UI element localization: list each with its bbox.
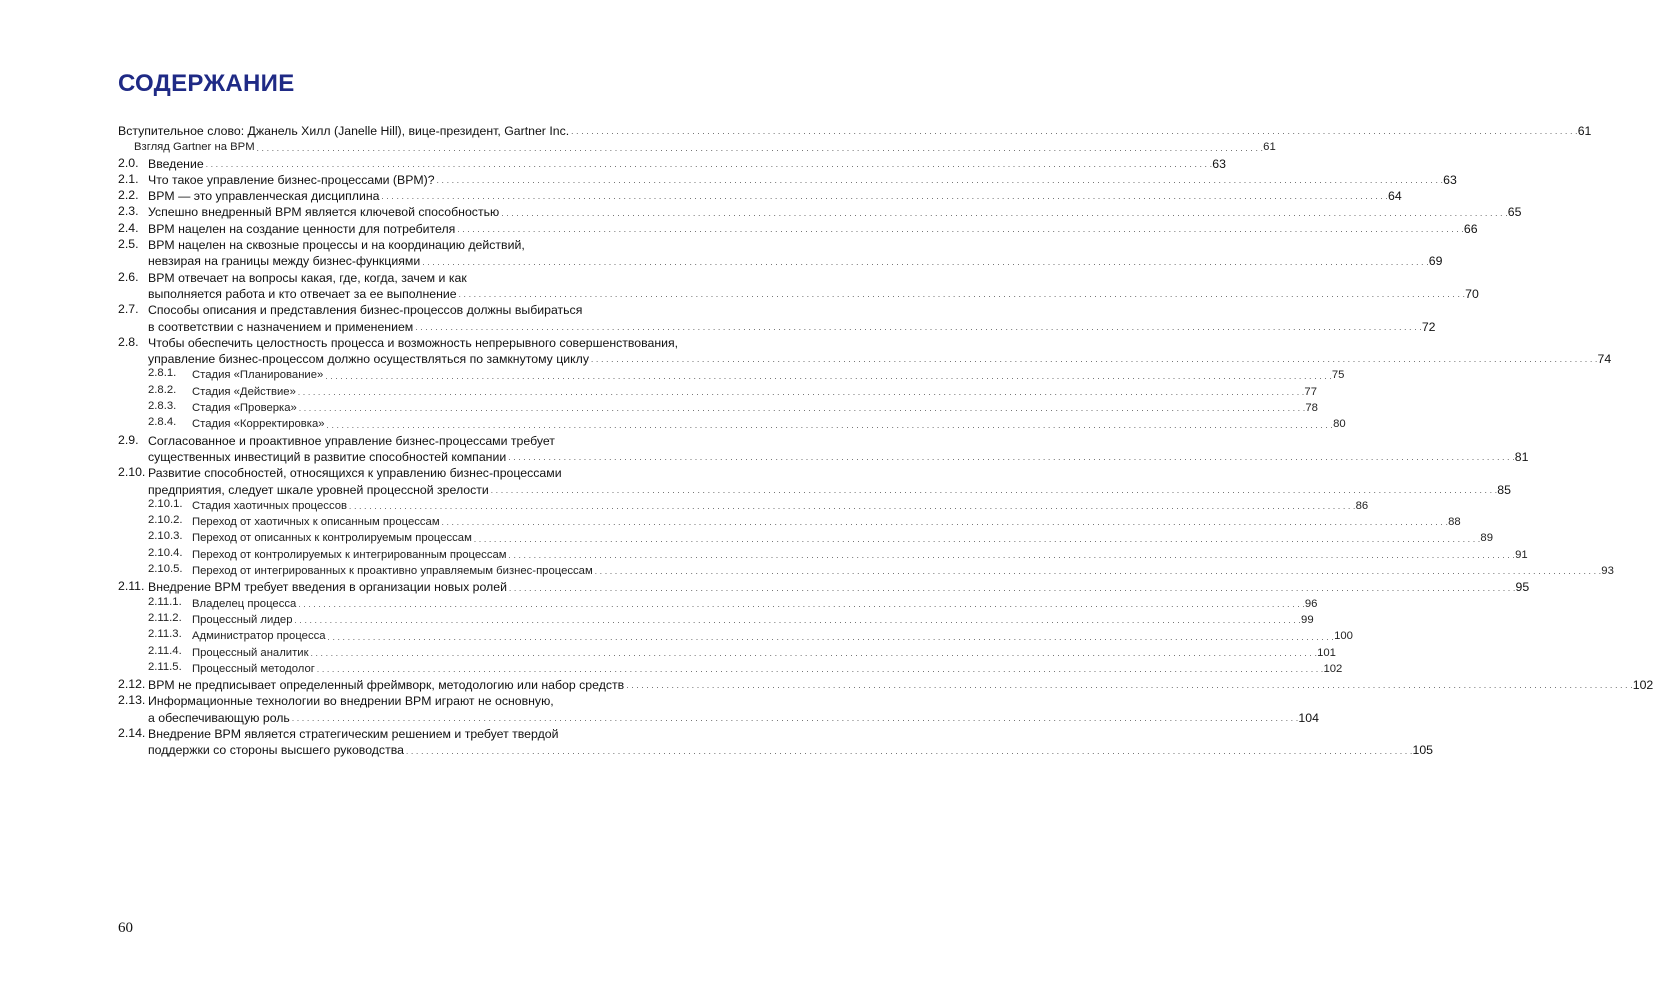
toc-entry[interactable] bbox=[118, 432, 1529, 466]
toc-entry-page: 100 bbox=[1334, 630, 1353, 643]
toc-entry-title: Стадия «Корректировка» bbox=[192, 418, 325, 431]
toc-entry-title: Переход от контролируемых к интегрированным процессам bbox=[192, 548, 507, 561]
toc-entry-page: 105 bbox=[1412, 743, 1434, 758]
page-number: 60 bbox=[118, 920, 133, 936]
toc-entry[interactable] bbox=[118, 497, 1369, 514]
toc-entry-title: Стадия «Планирование» bbox=[192, 369, 324, 382]
toc-entry-title: Процессный методолог bbox=[192, 662, 315, 675]
dot-leader: . . . . . . . . . . . . . . . . . . . . . . . . . . . . . . . . . . . . . . . . . . . . . . . . . . . . . . . . . . . . . . . . . . . . . . . . . . . . . . . . . . . . . . . . . . . . . . . . . . . . . . . . . . . . . . . . . . . . . . . . . . . . . . . . . . . . . . . . . . . . . . . . . . . . . . . . . . . . . . . . . . . . . . . . . . . . . . . . . . . . . . . . . . . . . . . . . . . . . . . . bbox=[436, 176, 1444, 186]
dot-leader: . . . . . . . . . . . . . . . . . . . . . . . . . . . . . . . . . . . . . . . . . . . . . . . . . . . . . . . . . . . . . . . . . . . . . . . . . . . . . . . . . . . . . . . . . . . . . . . . . . . . . . . . . . . . . . . . . . . . . . . . . . . . . . . . . . . . . . . . . . . . . . . . . . . . . . . . . . . . . . . . . . . . . . . . . . . . . . . . . . . . . . . . . . . . . . . . . . . . . . . . bbox=[326, 420, 1334, 430]
toc-entry-title: BPM не предписывает определенный фреймворк, методологию или набор средств bbox=[148, 678, 625, 693]
toc-entry-number: 2.11.1. bbox=[148, 595, 182, 608]
dot-leader: . . . . . . . . . . . . . . . . . . . . . . . . . . . . . . . . . . . . . . . . . . . . . . . . . . . . . . . . . . . . . . . . . . . . . . . . . . . . . . . . . . . . . . . . . . . . . . . . . . . . . . . . . . . . . . . . . . . . . . . . . . . . . . . . . . . . . . . . . . . . . . . . . . . . . . . . . . . . . . . . . . . . . . . . . . . . . . . . . . . . . . . . . . . . . . . . . . . . . . . . bbox=[291, 713, 1299, 723]
toc-entry-page: 61 bbox=[1263, 141, 1276, 154]
toc-entry-page: 89 bbox=[1480, 532, 1493, 545]
toc-entry-page: 77 bbox=[1304, 385, 1317, 398]
dot-leader: . . . . . . . . . . . . . . . . . . . . . . . . . . . . . . . . . . . . . . . . . . . . . . . . . . . . . . . . . . . . . . . . . . . . . . . . . . . . . . . . . . . . . . . . . . . . . . . . . . . . . . . . . . . . . . . . . . . . . . . . . . . . . . . . . . . . . . . . . . . . . . . . . . . . . . . . . . . . . . . . . . . . . . . . . . . . . . . . . . . . . . . . . . . . . . . . . . . . . . . . bbox=[508, 453, 1515, 463]
toc-entry-page: 102 bbox=[1632, 678, 1653, 693]
toc-entry-title: Стадия «Действие» bbox=[192, 385, 296, 398]
toc-entry-title: Переход от описанных к контролируемым процессам bbox=[192, 532, 472, 545]
toc-entry-title: Вступительное слово: Джанель Хилл (Janelle Hill), вице-президент, Gartner Inc. bbox=[118, 124, 570, 138]
toc-entry[interactable] bbox=[118, 123, 1592, 139]
toc-entry-number: 2.11.2. bbox=[148, 611, 182, 624]
toc-entry-title: BPM нацелен на создание ценности для потребителя bbox=[148, 221, 456, 236]
toc-entry-page: 61 bbox=[1577, 124, 1592, 138]
toc-entry-page: 81 bbox=[1514, 449, 1529, 464]
dot-leader: . . . . . . . . . . . . . . . . . . . . . . . . . . . . . . . . . . . . . . . . . . . . . . . . . . . . . . . . . . . . . . . . . . . . . . . . . . . . . . . . . . . . . . . . . . . . . . . . . . . . . . . . . . . . . . . . . . . . . . . . . . . . . . . . . . . . . . . . . . . . . . . . . . . . . . . . . . . . . . . . . . . . . . . . . . . . . . . . . . . . . . . . . . . . . . . . . . . . . . . . bbox=[205, 159, 1213, 169]
dot-leader: . . . . . . . . . . . . . . . . . . . . . . . . . . . . . . . . . . . . . . . . . . . . . . . . . . . . . . . . . . . . . . . . . . . . . . . . . . . . . . . . . . . . . . . . . . . . . . . . . . . . . . . . . . . . . . . . . . . . . . . . . . . . . . . . . . . . . . . . . . . . . . . . . . . . . . . . . . . . . . . . . . . . . . . . . . . . . . . . . . . . . . . . . . . . . . . . . . . . . . . . bbox=[316, 665, 1324, 675]
dot-leader: . . . . . . . . . . . . . . . . . . . . . . . . . . . . . . . . . . . . . . . . . . . . . . . . . . . . . . . . . . . . . . . . . . . . . . . . . . . . . . . . . . . . . . . . . . . . . . . . . . . . . . . . . . . . . . . . . . . . . . . . . . . . . . . . . . . . . . . . . . . . . . . . . . . . . . . . . . . . . . . . . . . . . . . . . . . . . . . . . . . . . . . . . . . . . . . . . . . . . . . . bbox=[327, 632, 1335, 642]
toc-entry[interactable] bbox=[118, 514, 1461, 530]
toc-entry-number: 2.9. bbox=[118, 432, 139, 447]
toc-entry[interactable] bbox=[118, 579, 1530, 595]
toc-entry-page: 64 bbox=[1388, 189, 1402, 204]
toc-entry-number: 2.14. bbox=[118, 725, 146, 740]
toc-entry-number: 2.11.3. bbox=[148, 628, 182, 641]
toc-entry-page: 78 bbox=[1305, 402, 1318, 415]
toc-entry-page: 75 bbox=[1331, 369, 1345, 382]
toc-entry[interactable] bbox=[118, 611, 1314, 628]
toc-entry-title: Администратор процесса bbox=[192, 630, 326, 643]
toc-entry-title: Информационные технологии во внедрении BPM играют не основную, bbox=[148, 694, 554, 709]
toc-entry-page: 85 bbox=[1497, 482, 1511, 497]
toc-entry-number: 2.7. bbox=[118, 302, 139, 317]
dot-leader: . . . . . . . . . . . . . . . . . . . . . . . . . . . . . . . . . . . . . . . . . . . . . . . . . . . . . . . . . . . . . . . . . . . . . . . . . . . . . . . . . . . . . . . . . . . . . . . . . . . . . . . . . . . . . . . . . . . . . . . . . . . . . . . . . . . . . . . . . . . . . . . . . . . . . . . . . . . . . . . . . . . . . . . . . . . . . . . . . . . . . . . . . . . . . . . . . . . . . . . . bbox=[626, 681, 1633, 691]
toc-entry-title: BPM отвечает на вопросы какая, где, когда, зачем и как bbox=[148, 270, 467, 285]
toc-entry[interactable] bbox=[118, 237, 1443, 270]
toc-entry-page: 104 bbox=[1298, 710, 1319, 725]
dot-leader: . . . . . . . . . . . . . . . . . . . . . . . . . . . . . . . . . . . . . . . . . . . . . . . . . . . . . . . . . . . . . . . . . . . . . . . . . . . . . . . . . . . . . . . . . . . . . . . . . . . . . . . . . . . . . . . . . . . . . . . . . . . . . . . . . . . . . . . . . . . . . . . . . . . . . . . . . . . . . . . . . . . . . . . . . . . . . . . . . . . . . . . . . . . . . . . . . . . . . . . . bbox=[473, 534, 1481, 544]
toc-entry-number: 2.2. bbox=[118, 188, 139, 203]
toc-entry[interactable] bbox=[118, 546, 1528, 563]
toc-entry-page: 96 bbox=[1304, 597, 1318, 610]
toc-entry-number: 2.10.2. bbox=[148, 514, 183, 527]
toc-entry[interactable] bbox=[118, 465, 1511, 498]
toc-entry-number: 2.3. bbox=[118, 204, 139, 219]
toc-entry-page: 86 bbox=[1355, 499, 1369, 512]
toc-entry-title: поддержки со стороны высшего руководства bbox=[148, 743, 404, 758]
toc-entry-title: Процессный аналитик bbox=[192, 646, 309, 659]
toc-entry-page: 63 bbox=[1212, 156, 1226, 171]
dot-leader: . . . . . . . . . . . . . . . . . . . . . . . . . . . . . . . . . . . . . . . . . . . . . . . . . . . . . . . . . . . . . . . . . . . . . . . . . . . . . . . . . . . . . . . . . . . . . . . . . . . . . . . . . . . . . . . . . . . . . . . . . . . . . . . . . . . . . . . . . . . . . . . . . . . . . . . . . . . . . . . . . . . . . . . . . . . . . . . . . . . . . . . . . . . . . . . . . . . . . . . . bbox=[298, 404, 1306, 414]
dot-leader: . . . . . . . . . . . . . . . . . . . . . . . . . . . . . . . . . . . . . . . . . . . . . . . . . . . . . . . . . . . . . . . . . . . . . . . . . . . . . . . . . . . . . . . . . . . . . . . . . . . . . . . . . . . . . . . . . . . . . . . . . . . . . . . . . . . . . . . . . . . . . . . . . . . . . . . . . . . . . . . . . . . . . . . . . . . . . . . . . . . . . . . . . . . . . . . . . . . . . . . . bbox=[571, 127, 1578, 137]
dot-leader: . . . . . . . . . . . . . . . . . . . . . . . . . . . . . . . . . . . . . . . . . . . . . . . . . . . . . . . . . . . . . . . . . . . . . . . . . . . . . . . . . . . . . . . . . . . . . . . . . . . . . . . . . . . . . . . . . . . . . . . . . . . . . . . . . . . . . . . . . . . . . . . . . . . . . . . . . . . . . . . . . . . . . . . . . . . . . . . . . . . . . . . . . . . . . . . . . . . . . . . . bbox=[490, 485, 1498, 495]
dot-leader: . . . . . . . . . . . . . . . . . . . . . . . . . . . . . . . . . . . . . . . . . . . . . . . . . . . . . . . . . . . . . . . . . . . . . . . . . . . . . . . . . . . . . . . . . . . . . . . . . . . . . . . . . . . . . . . . . . . . . . . . . . . . . . . . . . . . . . . . . . . . . . . . . . . . . . . . . . . . . . . . . . . . . . . . . . . . . . . . . . . . . . . . . . . . . . . . . . . . . . . . bbox=[441, 518, 1449, 528]
toc-entry-title: Внедрение BPM является стратегическим решением и требует твердой bbox=[148, 726, 559, 741]
toc-entry-number: 2.8.2. bbox=[148, 383, 177, 396]
toc-entry[interactable] bbox=[118, 400, 1318, 416]
toc-entry-page: 74 bbox=[1597, 352, 1612, 367]
toc-entry-title: Переход от интегрированных к проактивно управляемым бизнес-процессам bbox=[192, 565, 593, 578]
toc-entry[interactable] bbox=[118, 693, 1319, 726]
toc-entry-number: 2.5. bbox=[118, 237, 139, 252]
toc-entry-page: 72 bbox=[1421, 319, 1436, 334]
toc-entry-number: 2.8.1. bbox=[148, 367, 177, 380]
toc-entry-page: 69 bbox=[1428, 254, 1443, 269]
toc-entry-page: 63 bbox=[1443, 172, 1457, 187]
toc-entry-number: 2.1. bbox=[118, 171, 139, 186]
toc-entry[interactable] bbox=[118, 563, 1614, 579]
toc-entry-title: Способы описания и представления бизнес-процессов должны выбираться bbox=[148, 303, 583, 318]
toc-entry-number: 2.8.4. bbox=[148, 416, 177, 429]
dot-leader: . . . . . . . . . . . . . . . . . . . . . . . . . . . . . . . . . . . . . . . . . . . . . . . . . . . . . . . . . . . . . . . . . . . . . . . . . . . . . . . . . . . . . . . . . . . . . . . . . . . . . . . . . . . . . . . . . . . . . . . . . . . . . . . . . . . . . . . . . . . . . . . . . . . . . . . . . . . . . . . . . . . . . . . . . . . . . . . . . . . . . . . . . . . . . . . . . . . . . . . . bbox=[591, 355, 1598, 365]
toc-entry-number: 2.12. bbox=[118, 677, 146, 692]
toc-entry[interactable] bbox=[118, 644, 1336, 661]
toc-entry-title: Введение bbox=[148, 156, 204, 171]
toc-entry-number: 2.4. bbox=[118, 220, 139, 235]
toc-entry-title: BPM нацелен на сквозные процессы и на координацию действий, bbox=[148, 238, 525, 253]
toc-entry-page: 101 bbox=[1317, 646, 1336, 659]
toc-entry-title: выполняется работа и кто отвечает за ее выполнение bbox=[148, 286, 457, 301]
toc-entry-title: в соответствии с назначением и применением bbox=[148, 319, 414, 334]
toc-entry-number: 2.10.1. bbox=[148, 497, 183, 510]
dot-leader: . . . . . . . . . . . . . . . . . . . . . . . . . . . . . . . . . . . . . . . . . . . . . . . . . . . . . . . . . . . . . . . . . . . . . . . . . . . . . . . . . . . . . . . . . . . . . . . . . . . . . . . . . . . . . . . . . . . . . . . . . . . . . . . . . . . . . . . . . . . . . . . . . . . . . . . . . . . . . . . . . . . . . . . . . . . . . . . . . . . . . . . . . . . . . . . . . . . . . . . . bbox=[381, 192, 1389, 202]
dot-leader: . . . . . . . . . . . . . . . . . . . . . . . . . . . . . . . . . . . . . . . . . . . . . . . . . . . . . . . . . . . . . . . . . . . . . . . . . . . . . . . . . . . . . . . . . . . . . . . . . . . . . . . . . . . . . . . . . . . . . . . . . . . . . . . . . . . . . . . . . . . . . . . . . . . . . . . . . . . . . . . . . . . . . . . . . . . . . . . . . . . . . . . . . . . . . . . . . . . . . . . . bbox=[501, 208, 1508, 218]
toc-entry[interactable] bbox=[118, 302, 1436, 335]
dot-leader: . . . . . . . . . . . . . . . . . . . . . . . . . . . . . . . . . . . . . . . . . . . . . . . . . . . . . . . . . . . . . . . . . . . . . . . . . . . . . . . . . . . . . . . . . . . . . . . . . . . . . . . . . . . . . . . . . . . . . . . . . . . . . . . . . . . . . . . . . . . . . . . . . . . . . . . . . . . . . . . . . . . . . . . . . . . . . . . . . . . . . . . . . . . . . . . . . . . . . . . . bbox=[508, 583, 1516, 593]
toc-entry-page: 99 bbox=[1301, 613, 1314, 626]
toc-entry[interactable] bbox=[118, 416, 1346, 432]
dot-leader: . . . . . . . . . . . . . . . . . . . . . . . . . . . . . . . . . . . . . . . . . . . . . . . . . . . . . . . . . . . . . . . . . . . . . . . . . . . . . . . . . . . . . . . . . . . . . . . . . . . . . . . . . . . . . . . . . . . . . . . . . . . . . . . . . . . . . . . . . . . . . . . . . . . . . . . . . . . . . . . . . . . . . . . . . . . . . . . . . . . . . . . . . . . . . . . . . . . . . . . . bbox=[457, 225, 1464, 235]
toc-entry-number: 2.10.4. bbox=[148, 546, 183, 559]
toc-entry-page: 80 bbox=[1333, 418, 1346, 431]
toc-entry-page: 91 bbox=[1515, 548, 1528, 561]
dot-leader: . . . . . . . . . . . . . . . . . . . . . . . . . . . . . . . . . . . . . . . . . . . . . . . . . . . . . . . . . . . . . . . . . . . . . . . . . . . . . . . . . . . . . . . . . . . . . . . . . . . . . . . . . . . . . . . . . . . . . . . . . . . . . . . . . . . . . . . . . . . . . . . . . . . . . . . . . . . . . . . . . . . . . . . . . . . . . . . . . . . . . . . . . . . . . . . . . . . . . . . . bbox=[325, 371, 1332, 381]
toc-entry-page: 102 bbox=[1323, 662, 1343, 675]
dot-leader: . . . . . . . . . . . . . . . . . . . . . . . . . . . . . . . . . . . . . . . . . . . . . . . . . . . . . . . . . . . . . . . . . . . . . . . . . . . . . . . . . . . . . . . . . . . . . . . . . . . . . . . . . . . . . . . . . . . . . . . . . . . . . . . . . . . . . . . . . . . . . . . . . . . . . . . . . . . . . . . . . . . . . . . . . . . . . . . . . . . . . . . . . . . . . . . . . . . . . . . . bbox=[415, 322, 1422, 332]
toc-entry-title: Переход от хаотичных к описанным процессам bbox=[192, 516, 440, 529]
toc-entry-number: 2.0. bbox=[118, 155, 139, 170]
toc-entry-page: 93 bbox=[1601, 565, 1614, 578]
toc-entry[interactable] bbox=[118, 660, 1343, 677]
toc-entry-title: Процессный лидер bbox=[192, 613, 293, 626]
toc-entry[interactable] bbox=[118, 367, 1345, 383]
toc-entry[interactable] bbox=[118, 530, 1493, 546]
toc-entry-title: управление бизнес-процессом должно осуществляться по замкнутому циклу bbox=[148, 352, 589, 367]
dot-leader: . . . . . . . . . . . . . . . . . . . . . . . . . . . . . . . . . . . . . . . . . . . . . . . . . . . . . . . . . . . . . . . . . . . . . . . . . . . . . . . . . . . . . . . . . . . . . . . . . . . . . . . . . . . . . . . . . . . . . . . . . . . . . . . . . . . . . . . . . . . . . . . . . . . . . . . . . . . . . . . . . . . . . . . . . . . . . . . . . . . . . . . . . . . . . . . . . . . . . . . . bbox=[297, 388, 1305, 398]
dot-leader: . . . . . . . . . . . . . . . . . . . . . . . . . . . . . . . . . . . . . . . . . . . . . . . . . . . . . . . . . . . . . . . . . . . . . . . . . . . . . . . . . . . . . . . . . . . . . . . . . . . . . . . . . . . . . . . . . . . . . . . . . . . . . . . . . . . . . . . . . . . . . . . . . . . . . . . . . . . . . . . . . . . . . . . . . . . . . . . . . . . . . . . . . . . . . . . . . . . . . . . . bbox=[458, 290, 1466, 300]
toc-entry-title: Успешно внедренный BPM является ключевой способностью bbox=[148, 205, 500, 220]
toc-entry-title: BPM — это управленческая дисциплина bbox=[148, 189, 380, 204]
toc-entry-title: Владелец процесса bbox=[192, 597, 297, 610]
toc-entry[interactable] bbox=[118, 595, 1318, 612]
toc-entry-title: Внедрение BPM требует введения в организации новых ролей bbox=[148, 580, 507, 595]
toc-entry-number: 2.8.3. bbox=[148, 400, 177, 413]
toc-entry[interactable] bbox=[118, 383, 1317, 400]
page-title: СОДЕРЖАНИЕ bbox=[118, 70, 295, 97]
dot-leader: . . . . . . . . . . . . . . . . . . . . . . . . . . . . . . . . . . . . . . . . . . . . . . . . . . . . . . . . . . . . . . . . . . . . . . . . . . . . . . . . . . . . . . . . . . . . . . . . . . . . . . . . . . . . . . . . . . . . . . . . . . . . . . . . . . . . . . . . . . . . . . . . . . . . . . . . . . . . . . . . . . . . . . . . . . . . . . . . . . . . . . . . . . . . . . . . . . . . . . . . bbox=[256, 143, 1264, 153]
toc-entry-title: Взгляд Gartner на BPM bbox=[134, 141, 255, 154]
toc-entry-number: 2.10.5. bbox=[148, 563, 183, 576]
toc-entry[interactable] bbox=[118, 628, 1353, 644]
toc-entry-title: Стадия хаотичных процессов bbox=[192, 499, 348, 512]
toc-entry-number: 2.11.5. bbox=[148, 660, 182, 673]
toc-entry[interactable] bbox=[118, 220, 1478, 237]
toc-entry-number: 2.8. bbox=[118, 334, 139, 349]
toc-entry-number: 2.11.4. bbox=[148, 644, 182, 657]
dot-leader: . . . . . . . . . . . . . . . . . . . . . . . . . . . . . . . . . . . . . . . . . . . . . . . . . . . . . . . . . . . . . . . . . . . . . . . . . . . . . . . . . . . . . . . . . . . . . . . . . . . . . . . . . . . . . . . . . . . . . . . . . . . . . . . . . . . . . . . . . . . . . . . . . . . . . . . . . . . . . . . . . . . . . . . . . . . . . . . . . . . . . . . . . . . . . . . . . . . . . . . . bbox=[508, 551, 1516, 561]
toc-entry[interactable] bbox=[118, 269, 1479, 303]
toc-entry[interactable] bbox=[118, 155, 1226, 172]
toc-entry[interactable] bbox=[118, 204, 1522, 220]
toc-entry[interactable] bbox=[118, 139, 1276, 155]
toc-entry-page: 65 bbox=[1507, 205, 1522, 220]
toc-entry-title: Развитие способностей, относящихся к управлению бизнес-процессами bbox=[148, 466, 562, 481]
toc-entry-title: Согласованное и проактивное управление бизнес-процессами требует bbox=[148, 433, 555, 448]
toc-entry-page: 70 bbox=[1465, 286, 1479, 301]
table-of-contents bbox=[118, 123, 1653, 759]
toc-entry-title: Стадия «Проверка» bbox=[192, 402, 297, 415]
toc-entry-page: 88 bbox=[1448, 516, 1461, 529]
toc-entry-title: невзирая на границы между бизнес-функциями bbox=[148, 254, 421, 269]
toc-entry-number: 2.10. bbox=[118, 465, 146, 480]
dot-leader: . . . . . . . . . . . . . . . . . . . . . . . . . . . . . . . . . . . . . . . . . . . . . . . . . . . . . . . . . . . . . . . . . . . . . . . . . . . . . . . . . . . . . . . . . . . . . . . . . . . . . . . . . . . . . . . . . . . . . . . . . . . . . . . . . . . . . . . . . . . . . . . . . . . . . . . . . . . . . . . . . . . . . . . . . . . . . . . . . . . . . . . . . . . . . . . . . . . . . . . . bbox=[405, 746, 1413, 756]
toc-entry[interactable] bbox=[118, 677, 1653, 693]
toc-entry-page: 66 bbox=[1463, 221, 1478, 236]
toc-entry[interactable] bbox=[118, 188, 1402, 204]
dot-leader: . . . . . . . . . . . . . . . . . . . . . . . . . . . . . . . . . . . . . . . . . . . . . . . . . . . . . . . . . . . . . . . . . . . . . . . . . . . . . . . . . . . . . . . . . . . . . . . . . . . . . . . . . . . . . . . . . . . . . . . . . . . . . . . . . . . . . . . . . . . . . . . . . . . . . . . . . . . . . . . . . . . . . . . . . . . . . . . . . . . . . . . . . . . . . . . . . . . . . . . . bbox=[298, 599, 1305, 609]
toc-entry[interactable] bbox=[118, 334, 1612, 368]
toc-entry-number: 2.10.3. bbox=[148, 530, 183, 543]
toc-entry-title: существенных инвестиций в развитие способностей компании bbox=[148, 449, 507, 464]
toc-entry[interactable] bbox=[118, 725, 1434, 759]
toc-entry-title: Чтобы обеспечить целостность процесса и возможность непрерывного совершенствования, bbox=[148, 335, 679, 350]
toc-entry[interactable] bbox=[118, 171, 1457, 188]
toc-entry-page: 95 bbox=[1515, 580, 1530, 595]
toc-entry-number: 2.13. bbox=[118, 693, 146, 708]
toc-entry-title: предприятия, следует шкале уровней процессной зрелости bbox=[148, 482, 489, 497]
toc-entry-number: 2.11. bbox=[118, 579, 145, 594]
toc-entry-title: а обеспечивающую роль bbox=[148, 710, 290, 725]
dot-leader: . . . . . . . . . . . . . . . . . . . . . . . . . . . . . . . . . . . . . . . . . . . . . . . . . . . . . . . . . . . . . . . . . . . . . . . . . . . . . . . . . . . . . . . . . . . . . . . . . . . . . . . . . . . . . . . . . . . . . . . . . . . . . . . . . . . . . . . . . . . . . . . . . . . . . . . . . . . . . . . . . . . . . . . . . . . . . . . . . . . . . . . . . . . . . . . . . . . . . . . . bbox=[594, 567, 1602, 577]
toc-entry-number: 2.6. bbox=[118, 269, 139, 284]
dot-leader: . . . . . . . . . . . . . . . . . . . . . . . . . . . . . . . . . . . . . . . . . . . . . . . . . . . . . . . . . . . . . . . . . . . . . . . . . . . . . . . . . . . . . . . . . . . . . . . . . . . . . . . . . . . . . . . . . . . . . . . . . . . . . . . . . . . . . . . . . . . . . . . . . . . . . . . . . . . . . . . . . . . . . . . . . . . . . . . . . . . . . . . . . . . . . . . . . . . . . . . . bbox=[310, 648, 1318, 658]
dot-leader: . . . . . . . . . . . . . . . . . . . . . . . . . . . . . . . . . . . . . . . . . . . . . . . . . . . . . . . . . . . . . . . . . . . . . . . . . . . . . . . . . . . . . . . . . . . . . . . . . . . . . . . . . . . . . . . . . . . . . . . . . . . . . . . . . . . . . . . . . . . . . . . . . . . . . . . . . . . . . . . . . . . . . . . . . . . . . . . . . . . . . . . . . . . . . . . . . . . . . . . . bbox=[422, 257, 1429, 267]
dot-leader: . . . . . . . . . . . . . . . . . . . . . . . . . . . . . . . . . . . . . . . . . . . . . . . . . . . . . . . . . . . . . . . . . . . . . . . . . . . . . . . . . . . . . . . . . . . . . . . . . . . . . . . . . . . . . . . . . . . . . . . . . . . . . . . . . . . . . . . . . . . . . . . . . . . . . . . . . . . . . . . . . . . . . . . . . . . . . . . . . . . . . . . . . . . . . . . . . . . . . . . . bbox=[294, 616, 1302, 626]
dot-leader: . . . . . . . . . . . . . . . . . . . . . . . . . . . . . . . . . . . . . . . . . . . . . . . . . . . . . . . . . . . . . . . . . . . . . . . . . . . . . . . . . . . . . . . . . . . . . . . . . . . . . . . . . . . . . . . . . . . . . . . . . . . . . . . . . . . . . . . . . . . . . . . . . . . . . . . . . . . . . . . . . . . . . . . . . . . . . . . . . . . . . . . . . . . . . . . . . . . . . . . . bbox=[349, 502, 1356, 512]
toc-entry-title: Что такое управление бизнес-процессами (BPM)? bbox=[148, 172, 435, 187]
